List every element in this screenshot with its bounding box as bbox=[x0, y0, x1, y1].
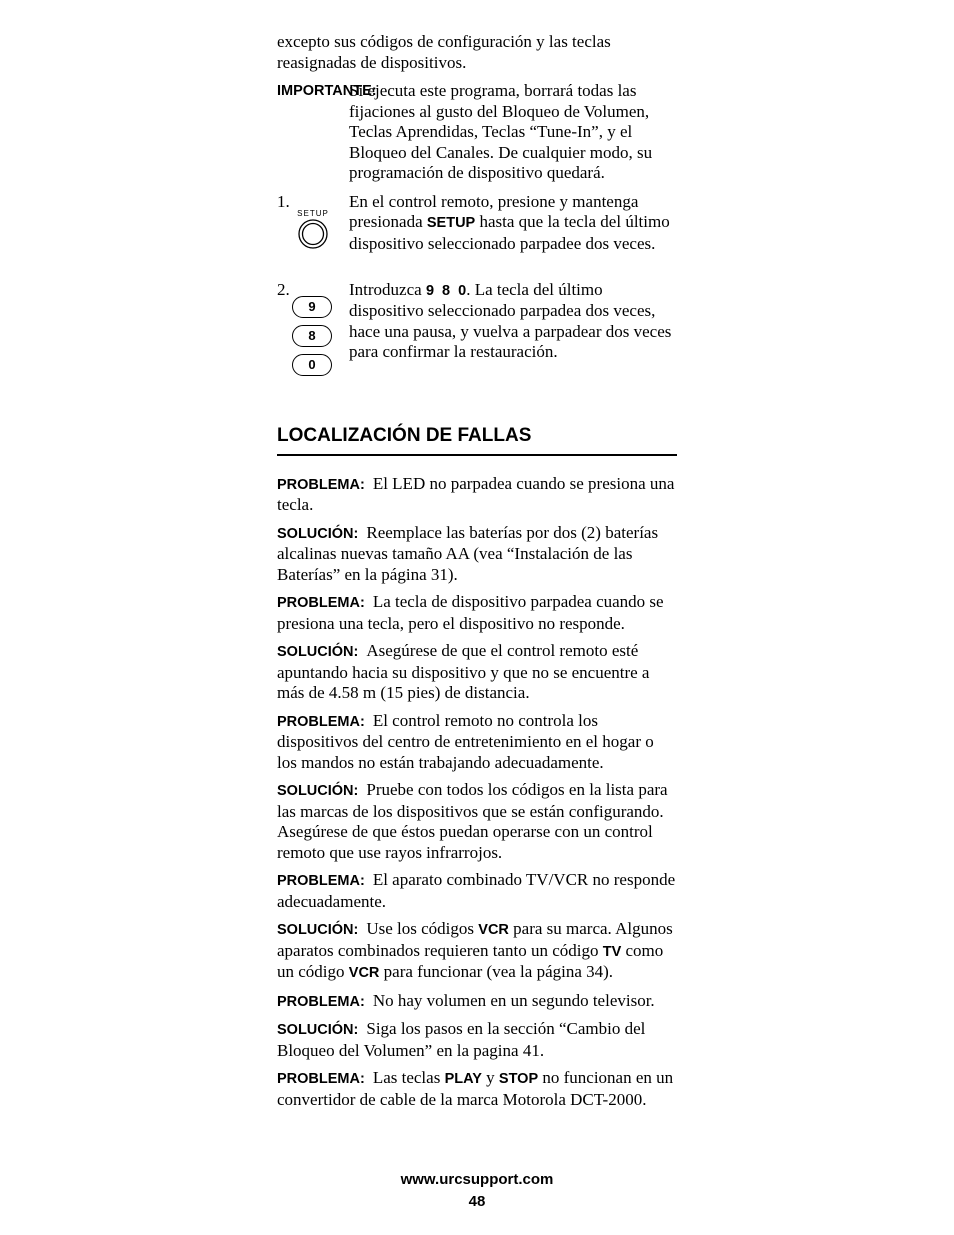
solution-4: SOLUCIÓN: Use los códigos VCR para su marca. Algunos aparatos combinados requieren tanto un código TV como un código VCR para funcionar (vea la página 34). bbox=[277, 919, 673, 981]
section-header bbox=[277, 424, 677, 456]
setup-key-label: SETUP bbox=[297, 208, 329, 218]
problem-2: PROBLEMA: La tecla de dispositivo parpadea cuando se presiona una tecla, pero el dispositivo no responde. bbox=[277, 592, 664, 633]
problem-4: PROBLEMA: El aparato combinado TV/VCR no responde adecuadamente. bbox=[277, 870, 676, 911]
problem-6: PROBLEMA: Las teclas PLAY y STOP no funcionan en un convertidor de cable de la marca Motorola DCT-2000. bbox=[277, 1068, 674, 1109]
step-2-left bbox=[277, 280, 349, 380]
key-9-icon: 9 bbox=[292, 296, 332, 318]
setup-key-text: SETUP bbox=[426, 215, 476, 231]
step-1 bbox=[277, 192, 677, 274]
step-2 bbox=[277, 280, 677, 380]
key-8-icon: 8 bbox=[292, 325, 332, 347]
problem-3: PROBLEMA: El control remoto no controla los dispositivos del centro de entretenimiento en el hogar o los mandos no están trabajando adecuadamente. bbox=[277, 710, 654, 772]
intro-paragraph: excepto sus códigos de configuración y las teclas reasignadas de dispositivos. bbox=[277, 32, 611, 72]
important-label: IMPORTANTE: bbox=[277, 83, 377, 99]
solution-5: SOLUCIÓN: Siga los pasos en la sección “Cambio del Bloqueo del Volumen” en la pagina 41. bbox=[277, 1019, 646, 1060]
solution-1: SOLUCIÓN: Reemplace las baterías por dos (2) baterías alcalinas nuevas tamaño AA (vea “Instalación de las Baterías” en la página 31). bbox=[277, 522, 659, 584]
step-2-text: Introduzca 9 8 0. La tecla del último dispositivo seleccionado parpadea dos veces, hace una pausa, y vuelva a parpadear dos veces para confirmar la restauración. bbox=[349, 279, 672, 361]
step-1-text: En el control remoto, presione y mantenga presionada SETUP hasta que la tecla del último dispositivo seleccionado parpadee dos veces. bbox=[349, 191, 670, 253]
solution-3: SOLUCIÓN: Pruebe con todos los códigos en la lista para las marcas de los dispositivos que se están configurando. Asegúrese de que éstos puedan operarse con un control remoto que use rayos infrarrojos. bbox=[277, 780, 668, 862]
important-text: Si ejecuta este programa, borrará todas las fijaciones al gusto del Bloqueo de Volumen, Teclas Aprendidas, Teclas “Tune-In”, y el Bloqueo del Canales. De cualquier modo, su programación de dispositivo quedará. bbox=[349, 81, 653, 182]
step-1-left bbox=[277, 192, 349, 274]
important-note bbox=[277, 81, 677, 184]
page-footer bbox=[0, 1169, 954, 1213]
page-content bbox=[277, 32, 677, 1117]
problem-5: PROBLEMA: No hay volumen en un segundo televisor. bbox=[277, 990, 655, 1010]
solution-2: SOLUCIÓN: Asegúrese de que el control remoto esté apuntando hacia su dispositivo y que no se encuentre a más de 4.58 m (15 pies) de distancia. bbox=[277, 641, 650, 702]
setup-key-icon bbox=[295, 206, 331, 254]
key-0-icon: 0 bbox=[292, 354, 332, 376]
digits-key-text: 9 8 0 bbox=[425, 282, 467, 299]
support-url: www.urcsupport.com bbox=[400, 1171, 554, 1188]
section-title: LOCALIZACIÓN DE FALLAS bbox=[277, 424, 677, 456]
step-1-number: 1. bbox=[277, 191, 290, 211]
step-2-number: 2. bbox=[277, 279, 290, 299]
problem-1: PROBLEMA: El LED no parpadea cuando se presiona una tecla. bbox=[277, 473, 675, 514]
page-number: 48 bbox=[468, 1193, 486, 1210]
